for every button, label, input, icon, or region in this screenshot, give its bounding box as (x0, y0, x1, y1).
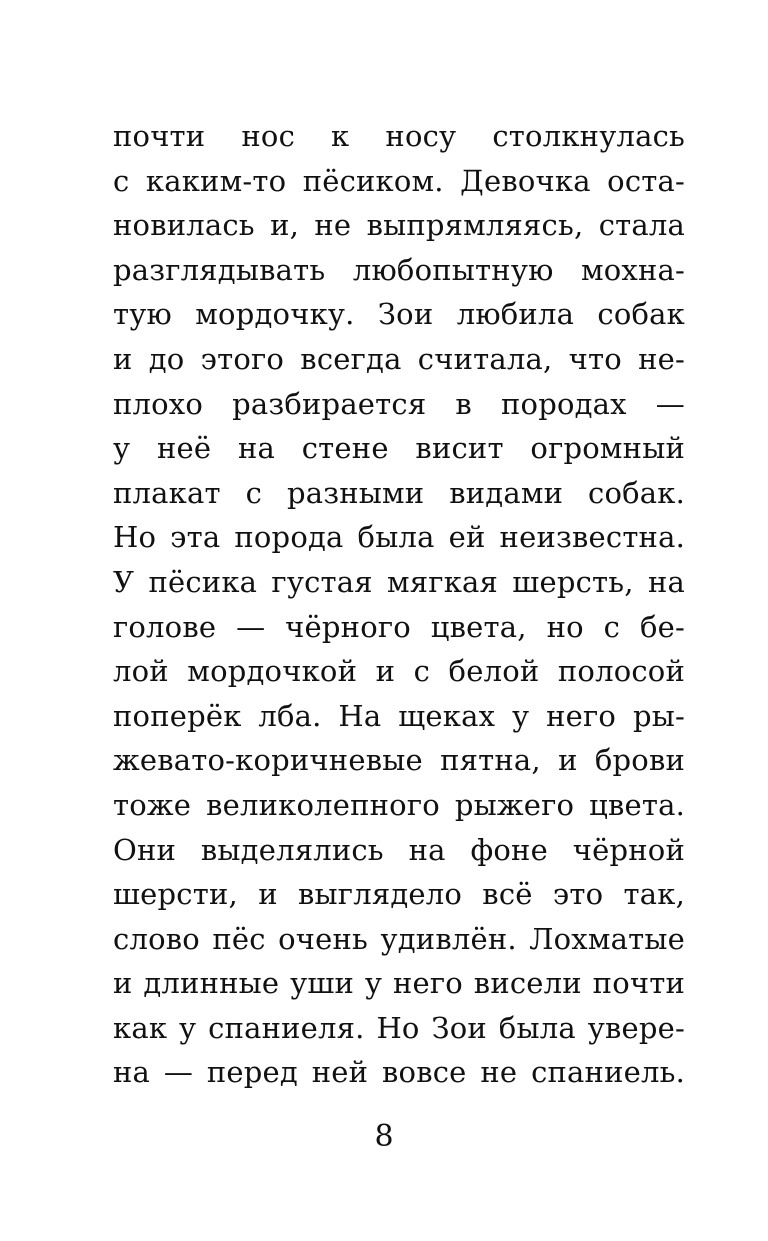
text-line: у неё на стене висит огромный (113, 431, 685, 466)
text-line: жевато-коричневые пятна, и брови (113, 743, 685, 778)
text-line: Но эта порода была ей неизвестна. (113, 520, 685, 555)
text-line: разглядывать любопытную мохна- (113, 252, 685, 287)
page-number: 8 (374, 1119, 394, 1154)
text-line: лой мордочкой и с белой полосой (113, 654, 685, 689)
text-line: почти нос к носу столкнулась (113, 119, 685, 153)
text-line: на — перед ней вовсе не спаниель. (113, 1055, 685, 1090)
text-line: и до этого всегда считала, что не- (113, 341, 685, 376)
text-line: новилась и, не выпрямляясь, стала (113, 208, 685, 243)
text-line: плакат с разными видами собак. (113, 475, 685, 510)
text-line: шерсти, и выглядело всё это так, (113, 877, 685, 912)
text-line: тоже великолепного рыжего цвета. (113, 787, 685, 822)
text-line: голове — чёрного цвета, но с бе- (113, 609, 685, 644)
text-line: с каким-то пёсиком. Девочка оста- (113, 163, 685, 198)
text-line: как у спаниеля. Но Зои была увере- (113, 1010, 685, 1045)
text-line: и длинные уши у него висели почти (113, 966, 685, 1001)
text-line: поперёк лба. На щеках у него ры- (113, 698, 685, 733)
text-line: плохо разбирается в породах — (113, 386, 685, 421)
text-line: Они выделялись на фоне чёрной (113, 832, 685, 867)
text-line: У пёсика густая мягкая шерсть, на (113, 564, 685, 599)
text-line: слово пёс очень удивлён. Лохматые (113, 921, 685, 956)
text-line: тую мордочку. Зои любила собак (113, 297, 685, 332)
body-text (113, 114, 685, 1095)
